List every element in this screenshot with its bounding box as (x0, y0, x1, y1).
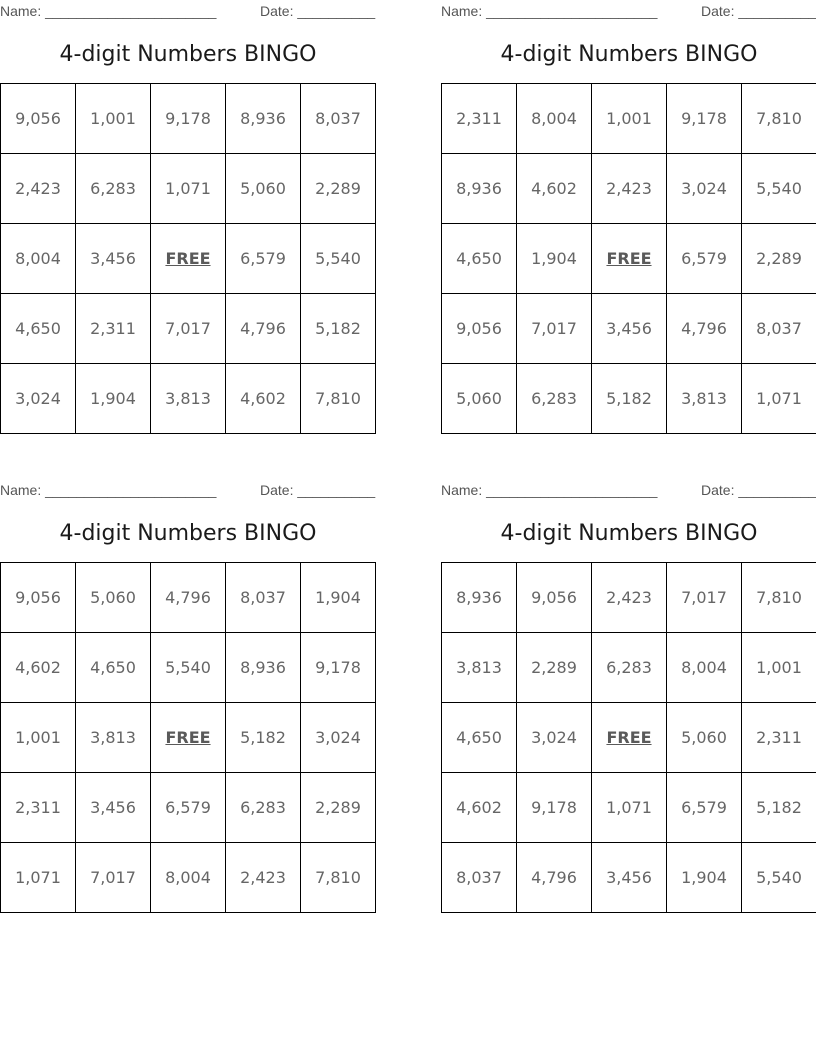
bingo-cell[interactable]: 3,024 (667, 154, 742, 224)
date-line: Date: __________ (260, 3, 376, 19)
bingo-cell[interactable]: 1,904 (517, 224, 592, 294)
bingo-row (1, 224, 376, 294)
bingo-cell[interactable]: 4,602 (517, 154, 592, 224)
bingo-row (1, 364, 376, 434)
bingo-cell[interactable]: 5,060 (76, 563, 151, 633)
bingo-cell[interactable]: 6,579 (667, 224, 742, 294)
bingo-grid (441, 562, 816, 913)
bingo-card-4 (441, 479, 816, 887)
bingo-cell[interactable]: 6,579 (226, 224, 301, 294)
bingo-cell[interactable]: 7,017 (667, 563, 742, 633)
bingo-cell[interactable]: 8,004 (151, 843, 226, 913)
bingo-cell[interactable]: 6,283 (76, 154, 151, 224)
card-title: 4-digit Numbers BINGO (500, 521, 758, 546)
bingo-cell[interactable]: 3,456 (592, 294, 667, 364)
bingo-row (1, 563, 376, 633)
bingo-cell[interactable]: 2,423 (226, 843, 301, 913)
bingo-cell[interactable]: 5,060 (442, 364, 517, 434)
bingo-cell[interactable]: 6,579 (667, 773, 742, 843)
bingo-row (442, 224, 816, 294)
card-header (0, 0, 376, 22)
bingo-cell[interactable]: 9,056 (1, 84, 76, 154)
bingo-cell[interactable]: 9,056 (442, 294, 517, 364)
bingo-cell[interactable]: 7,017 (151, 294, 226, 364)
bingo-cell[interactable]: 4,602 (1, 633, 76, 703)
bingo-row (1, 154, 376, 224)
bingo-row (1, 773, 376, 843)
bingo-cell[interactable]: 1,904 (76, 364, 151, 434)
free-cell[interactable]: FREE (151, 703, 226, 773)
bingo-row (442, 364, 816, 434)
card-header (0, 479, 376, 501)
name-line: Name: ______________________ (0, 482, 217, 498)
bingo-cell[interactable]: 2,423 (592, 563, 667, 633)
name-line: Name: ______________________ (0, 3, 217, 19)
bingo-row (1, 633, 376, 703)
bingo-cell[interactable]: 5,182 (742, 773, 816, 843)
bingo-cell[interactable]: 9,178 (517, 773, 592, 843)
name-line: Name: ______________________ (441, 3, 658, 19)
bingo-grid (441, 83, 816, 434)
bingo-cell[interactable]: 4,650 (442, 703, 517, 773)
date-line: Date: __________ (701, 3, 816, 19)
bingo-cell[interactable]: 1,001 (592, 84, 667, 154)
bingo-cell[interactable]: 2,423 (592, 154, 667, 224)
bingo-row (442, 294, 816, 364)
bingo-cell[interactable]: 4,796 (667, 294, 742, 364)
bingo-cell[interactable]: 8,936 (442, 154, 517, 224)
bingo-cell[interactable]: 2,311 (442, 84, 517, 154)
bingo-cell[interactable]: 2,423 (1, 154, 76, 224)
bingo-cell[interactable]: 3,024 (517, 703, 592, 773)
date-line: Date: __________ (701, 482, 816, 498)
bingo-row (442, 703, 816, 773)
bingo-cell[interactable]: 1,071 (592, 773, 667, 843)
bingo-cell[interactable]: 3,813 (76, 703, 151, 773)
card-title: 4-digit Numbers BINGO (500, 42, 758, 67)
bingo-cell[interactable]: 4,650 (76, 633, 151, 703)
bingo-row (1, 294, 376, 364)
card-header (441, 0, 816, 22)
bingo-cell[interactable]: 2,289 (301, 773, 376, 843)
bingo-cell[interactable]: 4,602 (226, 364, 301, 434)
bingo-cell[interactable]: 2,289 (517, 633, 592, 703)
card-header (441, 479, 816, 501)
bingo-row (1, 703, 376, 773)
bingo-cell[interactable]: 2,289 (301, 154, 376, 224)
bingo-cell[interactable]: 9,178 (667, 84, 742, 154)
bingo-cell[interactable]: 7,810 (742, 84, 816, 154)
bingo-cell[interactable]: 3,456 (76, 773, 151, 843)
bingo-cell[interactable]: 4,602 (442, 773, 517, 843)
bingo-cell[interactable]: 5,182 (301, 294, 376, 364)
bingo-cell[interactable]: 2,311 (742, 703, 816, 773)
bingo-cell[interactable]: 6,283 (517, 364, 592, 434)
bingo-cell[interactable]: 9,178 (301, 633, 376, 703)
bingo-row (442, 84, 816, 154)
bingo-cell[interactable]: 8,936 (226, 84, 301, 154)
bingo-card-1 (0, 0, 376, 408)
bingo-cell[interactable]: 7,810 (301, 364, 376, 434)
bingo-grid (0, 83, 376, 434)
bingo-cell[interactable]: 8,037 (442, 843, 517, 913)
bingo-cell[interactable]: 2,289 (742, 224, 816, 294)
card-title: 4-digit Numbers BINGO (59, 42, 317, 67)
bingo-cell[interactable]: 7,017 (517, 294, 592, 364)
bingo-cell[interactable]: 8,004 (1, 224, 76, 294)
bingo-cell[interactable]: 9,178 (151, 84, 226, 154)
bingo-cell[interactable]: 9,056 (1, 563, 76, 633)
bingo-cell[interactable]: 8,037 (301, 84, 376, 154)
bingo-cell[interactable]: 1,071 (151, 154, 226, 224)
bingo-cell[interactable]: 8,037 (226, 563, 301, 633)
bingo-row (442, 843, 816, 913)
bingo-cell[interactable]: 2,311 (76, 294, 151, 364)
bingo-cell[interactable]: 6,283 (592, 633, 667, 703)
bingo-cell[interactable]: 7,017 (76, 843, 151, 913)
bingo-cell[interactable]: 5,540 (742, 154, 816, 224)
bingo-cell[interactable]: 3,813 (151, 364, 226, 434)
bingo-row (442, 773, 816, 843)
bingo-cell[interactable]: 4,650 (442, 224, 517, 294)
bingo-row (442, 633, 816, 703)
bingo-cell[interactable]: 8,936 (442, 563, 517, 633)
bingo-cell[interactable]: 8,936 (226, 633, 301, 703)
bingo-cell[interactable]: 1,001 (76, 84, 151, 154)
bingo-cell[interactable]: 4,796 (151, 563, 226, 633)
bingo-cell[interactable]: 4,796 (517, 843, 592, 913)
bingo-cell[interactable]: 1,071 (1, 843, 76, 913)
bingo-cell[interactable]: 5,182 (226, 703, 301, 773)
bingo-cell[interactable]: 7,810 (301, 843, 376, 913)
bingo-cell[interactable]: 1,904 (667, 843, 742, 913)
bingo-row (1, 84, 376, 154)
bingo-cell[interactable]: 4,650 (1, 294, 76, 364)
bingo-row (442, 154, 816, 224)
bingo-cell[interactable]: 7,810 (742, 563, 816, 633)
free-cell[interactable]: FREE (592, 224, 667, 294)
bingo-cell[interactable]: 6,579 (151, 773, 226, 843)
bingo-cell[interactable]: 3,024 (301, 703, 376, 773)
bingo-cell[interactable]: 3,813 (667, 364, 742, 434)
bingo-row (1, 843, 376, 913)
name-line: Name: ______________________ (441, 482, 658, 498)
bingo-cell[interactable]: 1,001 (742, 633, 816, 703)
bingo-card-3 (0, 479, 376, 887)
free-cell[interactable]: FREE (151, 224, 226, 294)
bingo-cell[interactable]: 3,456 (76, 224, 151, 294)
bingo-cell[interactable]: 3,024 (1, 364, 76, 434)
bingo-cell[interactable]: 5,182 (592, 364, 667, 434)
bingo-cell[interactable]: 1,001 (1, 703, 76, 773)
bingo-cell[interactable]: 8,037 (742, 294, 816, 364)
date-line: Date: __________ (260, 482, 376, 498)
bingo-cell[interactable]: 3,456 (592, 843, 667, 913)
bingo-grid (0, 562, 376, 913)
bingo-cell[interactable]: 5,060 (226, 154, 301, 224)
free-cell[interactable]: FREE (592, 703, 667, 773)
bingo-cell[interactable]: 6,283 (226, 773, 301, 843)
bingo-cell[interactable]: 8,004 (517, 84, 592, 154)
bingo-row (442, 563, 816, 633)
bingo-cell[interactable]: 5,540 (742, 843, 816, 913)
bingo-cell[interactable]: 1,904 (301, 563, 376, 633)
bingo-cell[interactable]: 1,071 (742, 364, 816, 434)
bingo-cell[interactable]: 8,004 (667, 633, 742, 703)
bingo-cell[interactable]: 5,060 (667, 703, 742, 773)
card-title: 4-digit Numbers BINGO (59, 521, 317, 546)
bingo-cell[interactable]: 3,813 (442, 633, 517, 703)
bingo-cell[interactable]: 5,540 (301, 224, 376, 294)
bingo-cell[interactable]: 5,540 (151, 633, 226, 703)
bingo-cell[interactable]: 9,056 (517, 563, 592, 633)
bingo-cell[interactable]: 4,796 (226, 294, 301, 364)
bingo-card-2 (441, 0, 816, 408)
bingo-cell[interactable]: 2,311 (1, 773, 76, 843)
